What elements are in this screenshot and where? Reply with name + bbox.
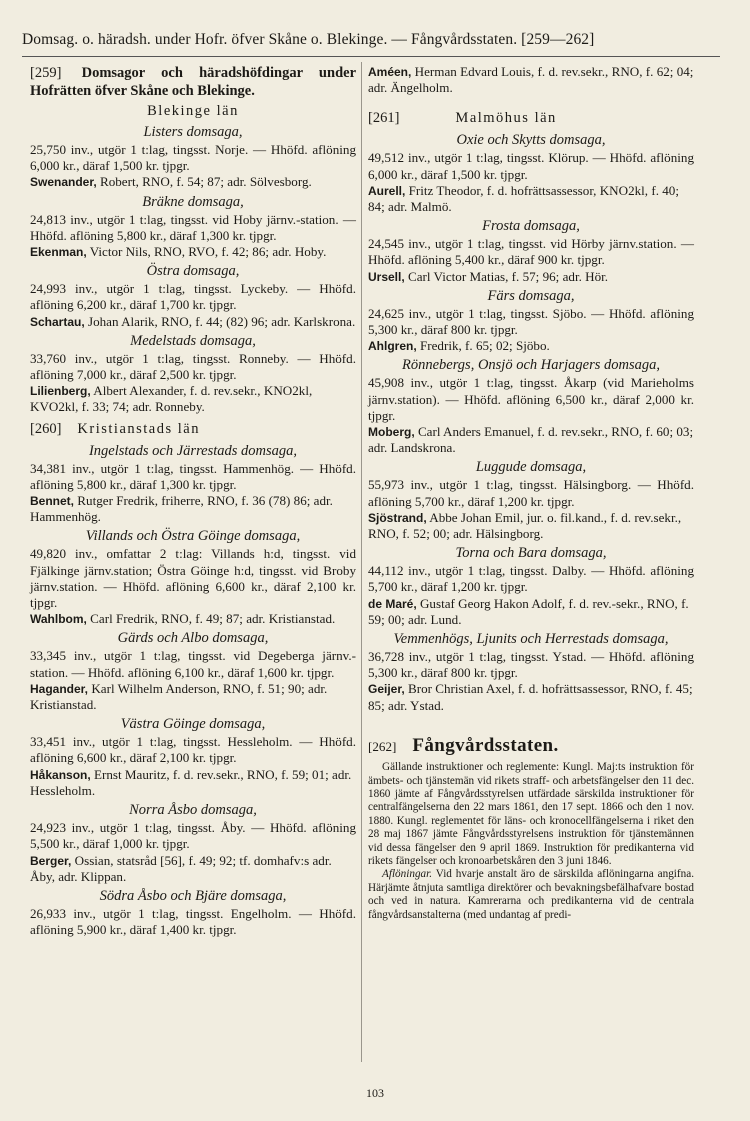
lan-heading-kristianstad bbox=[30, 419, 356, 439]
judge-name: Berger, bbox=[30, 853, 72, 868]
header-rule bbox=[22, 56, 720, 57]
judge-details: Ernst Mauritz, f. d. rev.sekr., RNO, f. 59; 01; adr. Hessleholm. bbox=[30, 766, 352, 798]
district-text: 45,908 inv., utgör 1 t:lag, tingsst. Åkarp (vid Marieholms järnv.station). — Hhöfd. aflöning 6,500 kr., däraf 2,000 kr. tjpgr. bbox=[368, 375, 694, 423]
judge-name: Aurell, bbox=[368, 183, 406, 198]
district-title: Listers domsaga, bbox=[143, 124, 243, 140]
judge-details: Carl Victor Matias, f. 57; 96; adr. Hör. bbox=[407, 268, 609, 284]
judge-entry bbox=[30, 681, 356, 713]
judge-details: Rutger Fredrik, friherre, RNO, f. 36 (78) 86; adr. Hammenhög. bbox=[30, 493, 333, 525]
district-text: 24,625 inv., utgör 1 t:lag, tingsst. Sjöbo. — Hhöfd. aflöning 5,300 kr., däraf 800 kr. tjpgr. bbox=[368, 305, 694, 338]
judge-name: Ekenman, bbox=[30, 245, 87, 260]
section-number: [261] bbox=[368, 110, 400, 127]
section-262-heading bbox=[368, 734, 694, 756]
judge-entry bbox=[368, 269, 694, 285]
district-text: 44,112 inv., utgör 1 t:lag, tingsst. Dalby. — Hhöfd. aflöning 5,700 kr., däraf 1,200 kr. tjpgr. bbox=[368, 563, 694, 595]
district-title: Frosta domsaga, bbox=[482, 218, 580, 235]
district-text: 49,512 inv., utgör 1 t:lag, tingsst. Klörup. — Hhöfd. aflöning 6,000 kr., däraf 1,500 kr. tjpgr. bbox=[368, 150, 694, 182]
district-title: Medelstads domsaga, bbox=[130, 332, 256, 349]
paragraph-body: Vid hvarje anstalt äro de särskilda aflöningarna angifna. Härjämte åtnjuta samtliga direktörer och bevakningsbefälhafvare bostad och ved in natura. Kamrerarna och predikanterna vid de centrala fångvårdsanstalterna (med undantag af predi- bbox=[368, 868, 694, 921]
instructions-paragraph: Gällande instruktioner och reglemente: Kungl. Maj:ts instruktion för ämbets- och tjänstemän vid rikets straff- och arbetsfängelser den 11 dec. 1860 jämte af Fångvårdsstyrelsen utfärdade särskilda instruktioner för centralfängelserna den 22 mars 1861, den 17 sept. 1866 och den 1 nov. 1880. Kungl. reglementet för läns- och kronocellfängelserna i riket den 28 maj 1867 jämte Fångvårdsstyrelsens instruktion för tjänstemännen vid dessa fängelser den 9 april 1869. Instruktion för predikanterna vid rikets fängelser och kronoarbetskåren den 3 juni 1846. bbox=[368, 761, 694, 867]
district-text: 49,820 inv., omfattar 2 t:lag: Villands h:d, tingsst. vid Fjälkinge järnv.station; Östra Göinge h:d, tingsst. vid Broby järnv.station. — Hhöfd. aflöning 6,600 kr., däraf 2,100 kr. tjpgr. bbox=[30, 546, 356, 611]
district-title: Västra Göinge domsaga, bbox=[120, 716, 266, 733]
judge-details: Bror Christian Axel, f. d. hofrättsassessor, RNO, f. 45; 85; adr. Ystad. bbox=[368, 681, 693, 713]
district-title: Luggude domsaga, bbox=[475, 459, 587, 476]
district-title: Villands och Östra Göinge domsaga, bbox=[85, 528, 301, 545]
district-text: 24,923 inv., utgör 1 t:lag, tingsst. Åby. — Hhöfd. aflöning 5,500 kr., däraf 1,000 kr. tjpgr. bbox=[30, 820, 356, 852]
judge-entry bbox=[368, 510, 694, 542]
judge-entry bbox=[30, 493, 356, 525]
judge-name: Håkanson, bbox=[30, 767, 91, 782]
judge-entry bbox=[30, 767, 356, 799]
judge-details: Victor Nils, RNO, RVO, f. 42; 86; adr. Hoby. bbox=[89, 244, 327, 260]
district-title: Vemmenhögs, Ljunits och Herrestads domsaga, bbox=[393, 631, 669, 648]
district-title: Ingelstads och Järrestads domsaga, bbox=[88, 442, 298, 459]
judge-name: Moberg, bbox=[368, 425, 415, 440]
district-text: 33,451 inv., utgör 1 t:lag, tingsst. Hessleholm. — Hhöfd. aflöning 6,600 kr., däraf 2,100 kr. tjpgr. bbox=[30, 734, 356, 766]
left-column bbox=[30, 64, 356, 938]
judge-entry bbox=[368, 681, 694, 713]
paragraph-lead: Aflöningar. bbox=[382, 868, 433, 881]
judge-name: Améen, bbox=[368, 65, 412, 79]
lan-name: Kristianstads län bbox=[77, 420, 200, 437]
district-text: 33,345 inv., utgör 1 t:lag, tingsst. vid Degeberga järnv.-station. — Hhöfd. aflöning 6,100 kr., däraf 1,600 kr. tjpgr. bbox=[30, 648, 356, 680]
judge-entry bbox=[30, 383, 356, 415]
judge-name: Ahlgren, bbox=[368, 339, 417, 354]
judge-name: Hagander, bbox=[30, 681, 89, 696]
judge-name: Wahlbom, bbox=[30, 612, 87, 627]
judge-entry bbox=[368, 596, 694, 628]
salaries-paragraph bbox=[368, 868, 694, 922]
district-title: Torna och Bara domsaga, bbox=[455, 545, 607, 562]
district-title: Färs domsaga, bbox=[487, 287, 575, 304]
district-title: Norra Åsbo domsaga, bbox=[129, 802, 257, 819]
district-title: Södra Åsbo och Bjäre domsaga, bbox=[99, 887, 287, 904]
judge-name: de Maré, bbox=[368, 596, 417, 611]
district-text: 24,813 inv., utgör 1 t:lag, tingsst. vid Hoby järnv.-station. — Hhöfd. aflöning 5,800 kr., däraf 1,300 kr. tjpgr. bbox=[30, 211, 356, 243]
district-text: 25,750 inv., utgör 1 t:lag, tingsst. Norje. — Hhöfd. aflöning 6,000 kr., däraf 1,500 kr. tjpgr. bbox=[30, 142, 356, 174]
district-title: Rönnebergs, Onsjö och Harjagers domsaga, bbox=[401, 357, 661, 374]
district-text: 55,973 inv., utgör 1 t:lag, tingsst. Hälsingborg. — Hhöfd. aflöning 5,700 kr., däraf 1,200 kr. tjpgr. bbox=[368, 477, 694, 509]
district-title: Östra domsaga, bbox=[146, 263, 240, 280]
judge-name: Ursell, bbox=[368, 269, 405, 284]
judge-entry bbox=[30, 853, 356, 885]
lan-heading-blekinge: Blekinge län bbox=[147, 103, 239, 119]
district-text: 36,728 inv., utgör 1 t:lag, tingsst. Ystad. — Hhöfd. aflöning 5,300 kr., däraf 800 kr. tjpgr. bbox=[368, 649, 694, 681]
running-head: Domsag. o. häradsh. under Hofr. öfver Skåne o. Blekinge. — Fångvårdsstaten. [259—262] bbox=[22, 31, 595, 48]
judge-entry bbox=[30, 244, 356, 260]
judge-entry bbox=[30, 314, 356, 330]
judge-details: Robert, RNO, f. 54; 87; adr. Sölvesborg. bbox=[99, 174, 312, 190]
district-text: 26,933 inv., utgör 1 t:lag, tingsst. Engelholm. — Hhöfd. aflöning 5,900 kr., däraf 1,400 kr. tjpgr. bbox=[30, 905, 356, 938]
district-title: Gärds och Albo domsaga, bbox=[117, 630, 269, 647]
judge-name: Swenander, bbox=[30, 175, 97, 190]
district-text: 33,760 inv., utgör 1 t:lag, tingsst. Ronneby. — Hhöfd. aflöning 7,000 kr., däraf 2,500 kr. tjpgr. bbox=[30, 350, 356, 383]
judge-name: Geijer, bbox=[368, 682, 405, 697]
judge-details: Herman Edvard Louis, f. d. rev.sekr., RNO, f. 62; 04; adr. Ängelholm. bbox=[368, 64, 694, 96]
judge-name: Sjöstrand, bbox=[368, 510, 427, 525]
judge-entry bbox=[368, 338, 694, 354]
column-divider bbox=[361, 62, 362, 1062]
judge-details: Fredrik, f. 65; 02; Sjöbo. bbox=[419, 338, 550, 354]
judge-entry bbox=[368, 183, 694, 215]
district-text: 24,993 inv., utgör 1 t:lag, tingsst. Lyckeby. — Hhöfd. aflöning 6,200 kr., däraf 1,700 kr. tjpgr. bbox=[30, 281, 356, 313]
section-number: [260] bbox=[30, 420, 62, 437]
judge-name: Lilienberg, bbox=[30, 384, 91, 399]
section-number: [262] bbox=[368, 738, 397, 754]
district-title: Bräkne domsaga, bbox=[142, 193, 244, 210]
judge-details: Karl Wilhelm Anderson, RNO, f. 51; 90; adr. Kristianstad. bbox=[30, 680, 328, 713]
judge-details: Fritz Theodor, f. d. hofrättsassessor, KNO2kl, f. 40; 84; adr. Malmö. bbox=[368, 182, 679, 215]
judge-details: Albert Alexander, f. d. rev.sekr., KNO2kl, KVO2kl, f. 33; 74; adr. Ronneby. bbox=[30, 383, 313, 415]
district-text: 34,381 inv., utgör 1 t:lag, tingsst. Hammenhög. — Hhöfd. aflöning 5,800 kr., däraf 1,300 kr. tjpgr. bbox=[30, 460, 356, 492]
district-title: Oxie och Skytts domsaga, bbox=[456, 132, 606, 149]
section-title: Fångvårdsstaten. bbox=[412, 734, 559, 756]
judge-entry bbox=[30, 611, 356, 627]
judge-details: Ossian, statsråd [56], f. 49; 92; tf. domhafv:s adr. Åby, adr. Klippan. bbox=[30, 852, 332, 884]
right-column bbox=[368, 64, 694, 922]
lan-name: Malmöhus län bbox=[455, 110, 557, 127]
judge-entry bbox=[368, 424, 694, 456]
judge-name: Schartau, bbox=[30, 314, 85, 329]
judge-details: Johan Alarik, RNO, f. 44; (82) 96; adr. Karlskrona. bbox=[87, 313, 356, 329]
judge-entry bbox=[30, 174, 356, 190]
judge-name: Bennet, bbox=[30, 494, 75, 509]
section-259-heading bbox=[30, 64, 356, 100]
judge-details: Carl Fredrik, RNO, f. 49; 87; adr. Kristianstad. bbox=[90, 611, 336, 627]
judge-details: Gustaf Georg Hakon Adolf, f. d. rev.-sekr., RNO, f. 59; 00; adr. Lund. bbox=[368, 595, 689, 627]
section-number: [259] bbox=[30, 65, 62, 81]
judge-details: Carl Anders Emanuel, f. d. rev.sekr., RNO, f. 60; 03; adr. Landskrona. bbox=[368, 424, 694, 456]
lan-heading-malmohus bbox=[368, 108, 694, 128]
judge-details: Abbe Johan Emil, jur. o. fil.kand., f. d. rev.sekr., RNO, f. 52; 00; adr. Hälsingborg. bbox=[368, 509, 682, 542]
page-number: 103 bbox=[366, 1086, 384, 1100]
section-title: Domsagor och häradshöfdingar under Hofrätten öfver Skåne och Blekinge. bbox=[30, 65, 356, 99]
judge-entry bbox=[368, 64, 694, 96]
district-text: 24,545 inv., utgör 1 t:lag, tingsst. vid Hörby järnv.station. — Hhöfd. aflöning 5,400 kr., däraf 900 kr. tjpgr. bbox=[368, 236, 694, 268]
